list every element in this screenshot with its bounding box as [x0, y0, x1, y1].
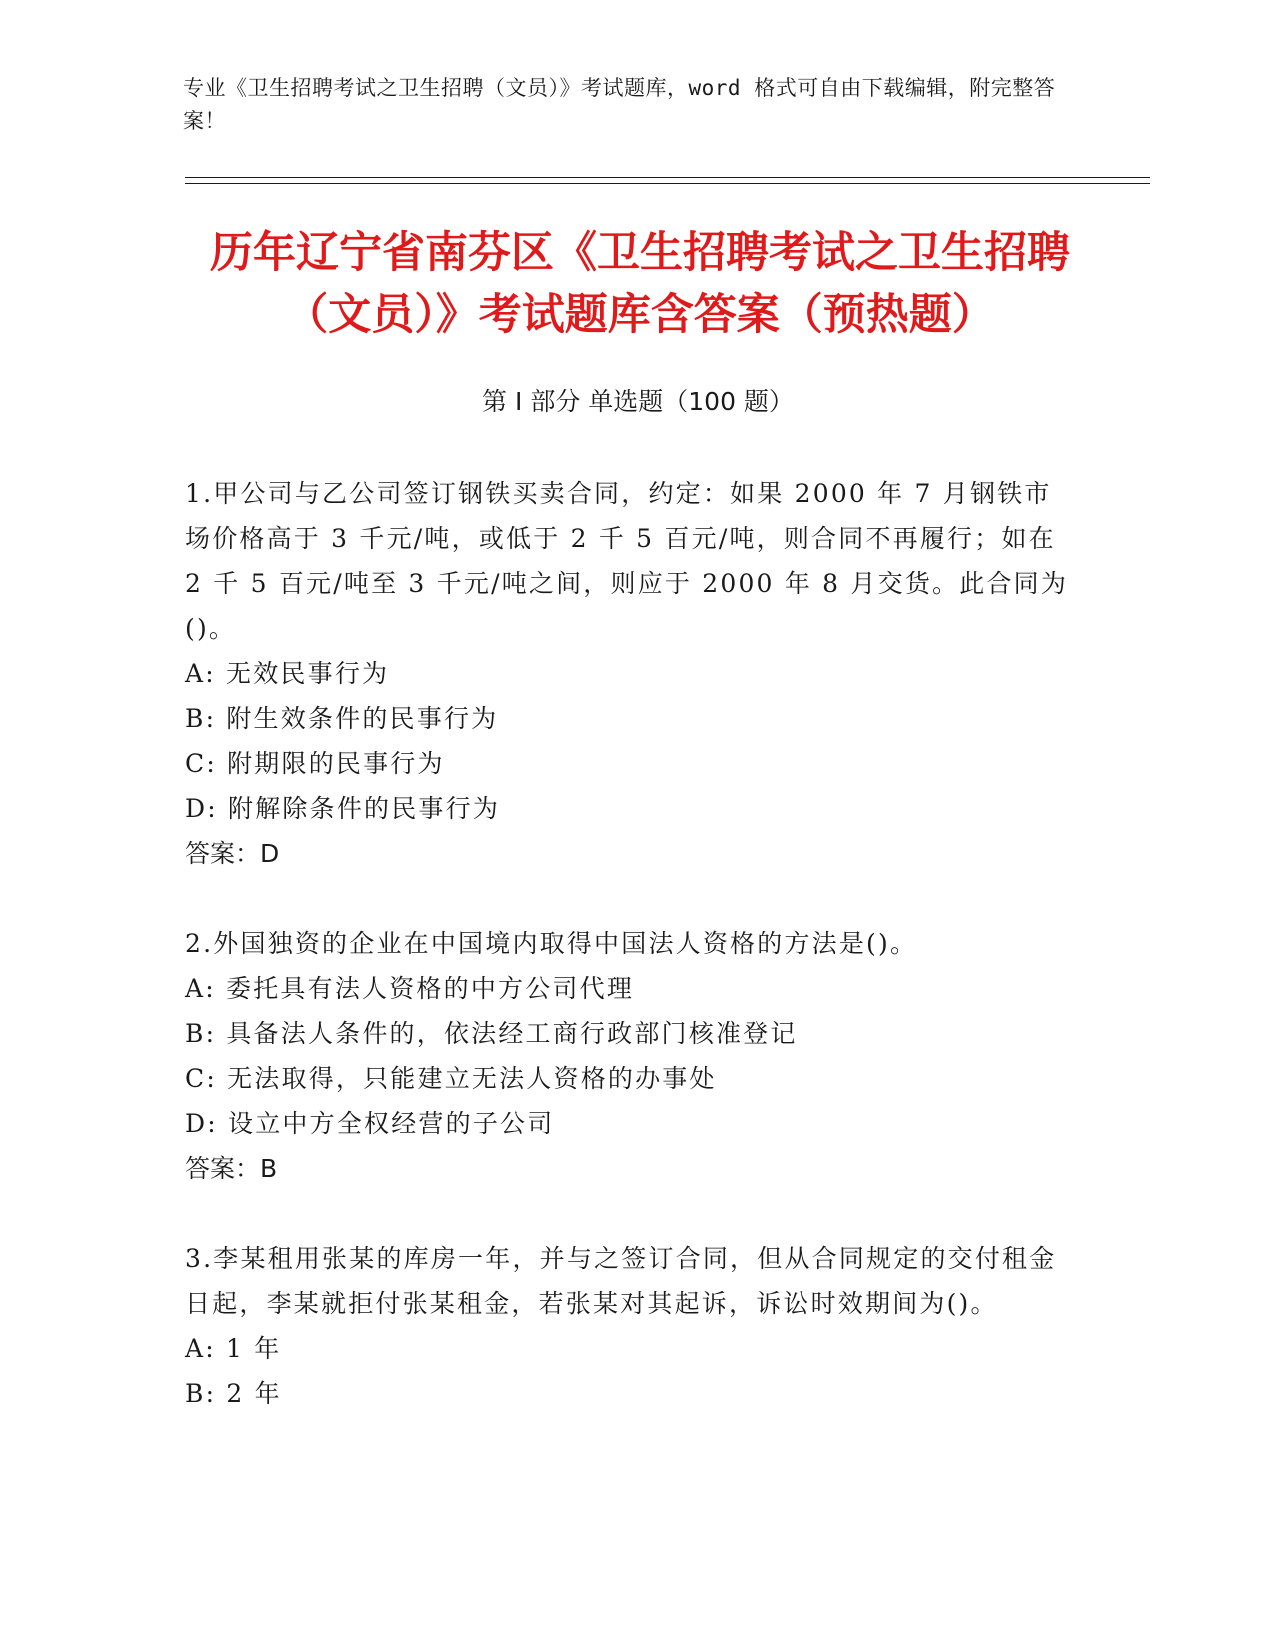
question-text: 1.甲公司与乙公司签订钢铁买卖合同，约定：如果 2000 年 7 月钢铁市场价格高于 3 千元/吨，或低于 2 千 5 百元/吨，则合同不再履行；如在 2 千 5 百元/吨至 3 千元/吨之间，则应于 2000 年 8 月交货。此合同为()。: [185, 479, 1069, 643]
question-text: 3.李某租用张某的库房一年，并与之签订合同，但从合同规定的交付租金日起，李某就拒付张某租金，若张某对其起诉，诉讼时效期间为()。: [185, 1244, 1057, 1318]
option-d: D: 设立中方全权经营的子公司: [185, 1109, 555, 1138]
option-a: A: 1 年: [185, 1334, 282, 1363]
question-2: [185, 921, 1070, 1191]
option-c: C: 附期限的民事行为: [185, 749, 445, 778]
option-a: A: 无效民事行为: [185, 659, 390, 688]
option-c: C: 无法取得，只能建立无法人资格的办事处: [185, 1064, 717, 1093]
header-divider-bottom: [185, 183, 1150, 184]
question-3: [185, 1236, 1070, 1416]
option-b: B: 2 年: [185, 1379, 282, 1408]
question-1: [185, 471, 1070, 876]
answer: 答案：D: [185, 839, 280, 868]
answer: 答案：B: [185, 1154, 278, 1183]
option-b: B: 具备法人条件的，依法经工商行政部门核准登记: [185, 1019, 798, 1048]
option-b: B: 附生效条件的民事行为: [185, 704, 499, 733]
header-divider-top: [185, 177, 1150, 178]
option-a: A: 委托具有法人资格的中方公司代理: [185, 974, 635, 1003]
section-heading: 第 I 部分 单选题（100 题）: [482, 387, 794, 416]
document-title: 历年辽宁省南芬区《卫生招聘考试之卫生招聘（文员）》考试题库含答案（预热题）: [210, 228, 1070, 340]
question-text: 2.外国独资的企业在中国境内取得中国法人资格的方法是()。: [185, 929, 918, 958]
header-note: 专业《卫生招聘考试之卫生招聘（文员）》考试题库，word 格式可自由下载编辑，附完整答案！: [183, 76, 1056, 133]
question-list: [185, 471, 1070, 1461]
option-d: D: 附解除条件的民事行为: [185, 794, 501, 823]
